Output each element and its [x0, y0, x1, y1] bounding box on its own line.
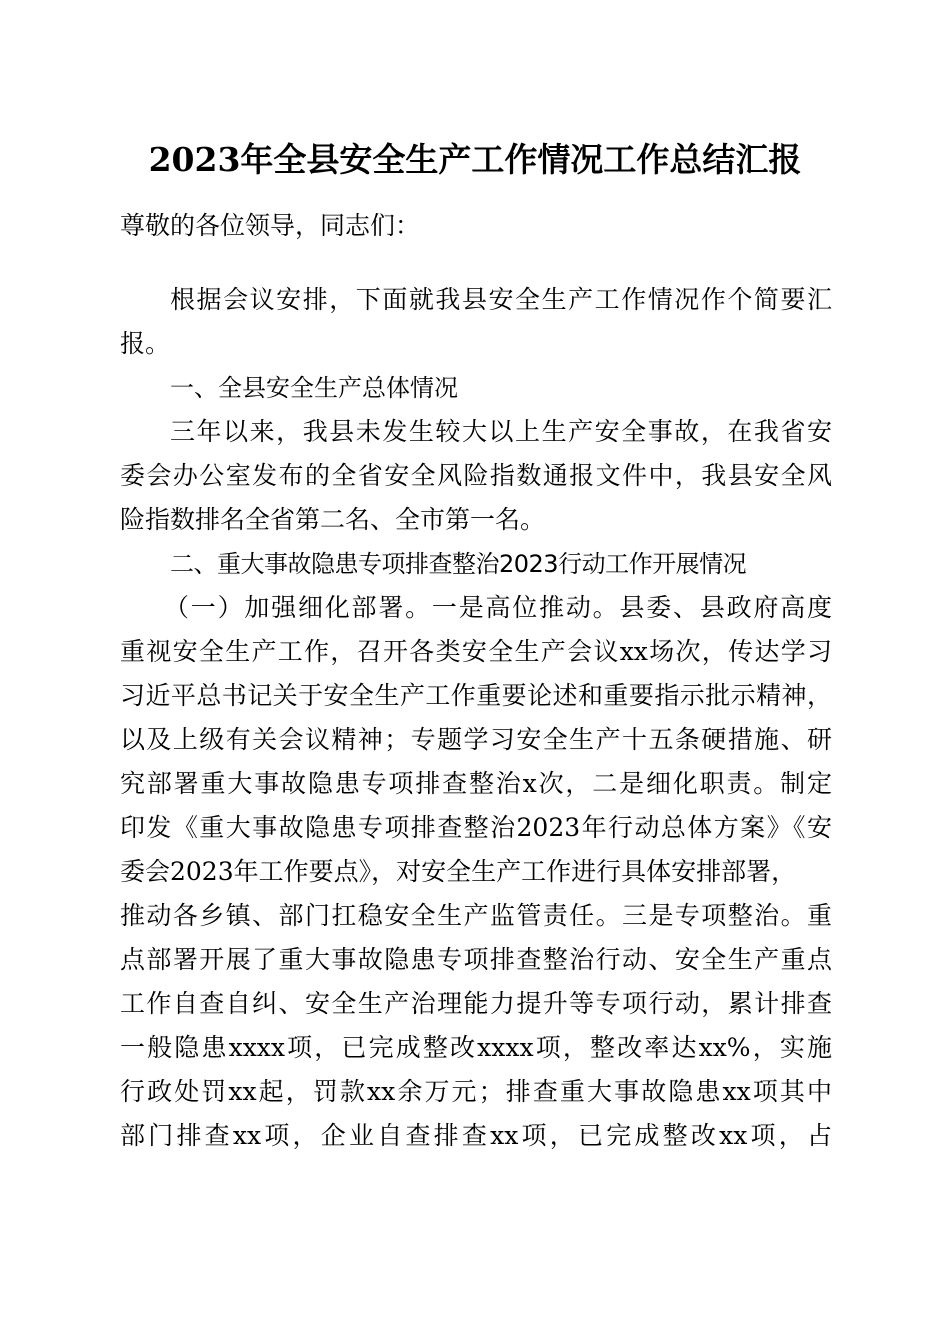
intro-line: 报。: [120, 329, 171, 358]
section2-heading: 二、重大事故隐患专项排查整治2023行动工作开展情况: [170, 550, 747, 578]
section2-line: 推动各乡镇、部门扛稳安全生产监管责任。三是专项整治。重: [120, 901, 832, 930]
section2-line: 习近平总书记关于安全生产工作重要论述和重要指示批示精神，: [120, 681, 832, 710]
section2-line: （一）加强细化部署。一是高位推动。县委、县政府高度: [164, 593, 832, 622]
section2-line: 部门排查xx项，企业自查排查xx项，已完成整改xx项，占: [120, 1121, 832, 1150]
section2-line: 行政处罚xx起，罚款xx余万元；排查重大事故隐患xx项其中: [120, 1077, 832, 1106]
salutation: 尊敬的各位领导，同志们：: [120, 211, 421, 240]
section2-line: 点部署开展了重大事故隐患专项排查整治行动、安全生产重点: [120, 945, 832, 974]
section2-line: 委会2023年工作要点》，对安全生产工作进行具体安排部署，: [120, 857, 797, 886]
section1-line: 委会办公室发布的全省安全风险指数通报文件中，我县安全风: [120, 461, 832, 490]
section2-line: 重视安全生产工作，召开各类安全生产会议xx场次，传达学习: [120, 637, 832, 666]
section1-heading: 一、全县安全生产总体情况: [170, 374, 458, 402]
intro-line: 根据会议安排，下面就我县安全生产工作情况作个简要汇: [170, 285, 832, 314]
section2-line: 究部署重大事故隐患专项排查整治x次，二是细化职责。制定: [120, 769, 832, 798]
section2-line: 工作自查自纠、安全生产治理能力提升等专项行动，累计排查: [120, 989, 832, 1018]
section2-line: 以及上级有关会议精神；专题学习安全生产十五条硬措施、研: [120, 725, 832, 754]
section2-line: 印发《重大事故隐患专项排查整治2023年行动总体方案》《安: [120, 813, 832, 842]
section2-line: 一般隐患xxxx项，已完成整改xxxx项，整改率达xx%，实施: [120, 1033, 832, 1062]
document-title: 2023年全县安全生产工作情况工作总结汇报: [148, 140, 802, 179]
section1-line: 三年以来，我县未发生较大以上生产安全事故，在我省安: [170, 417, 832, 446]
section1-line: 险指数排名全省第二名、全市第一名。: [120, 505, 546, 534]
